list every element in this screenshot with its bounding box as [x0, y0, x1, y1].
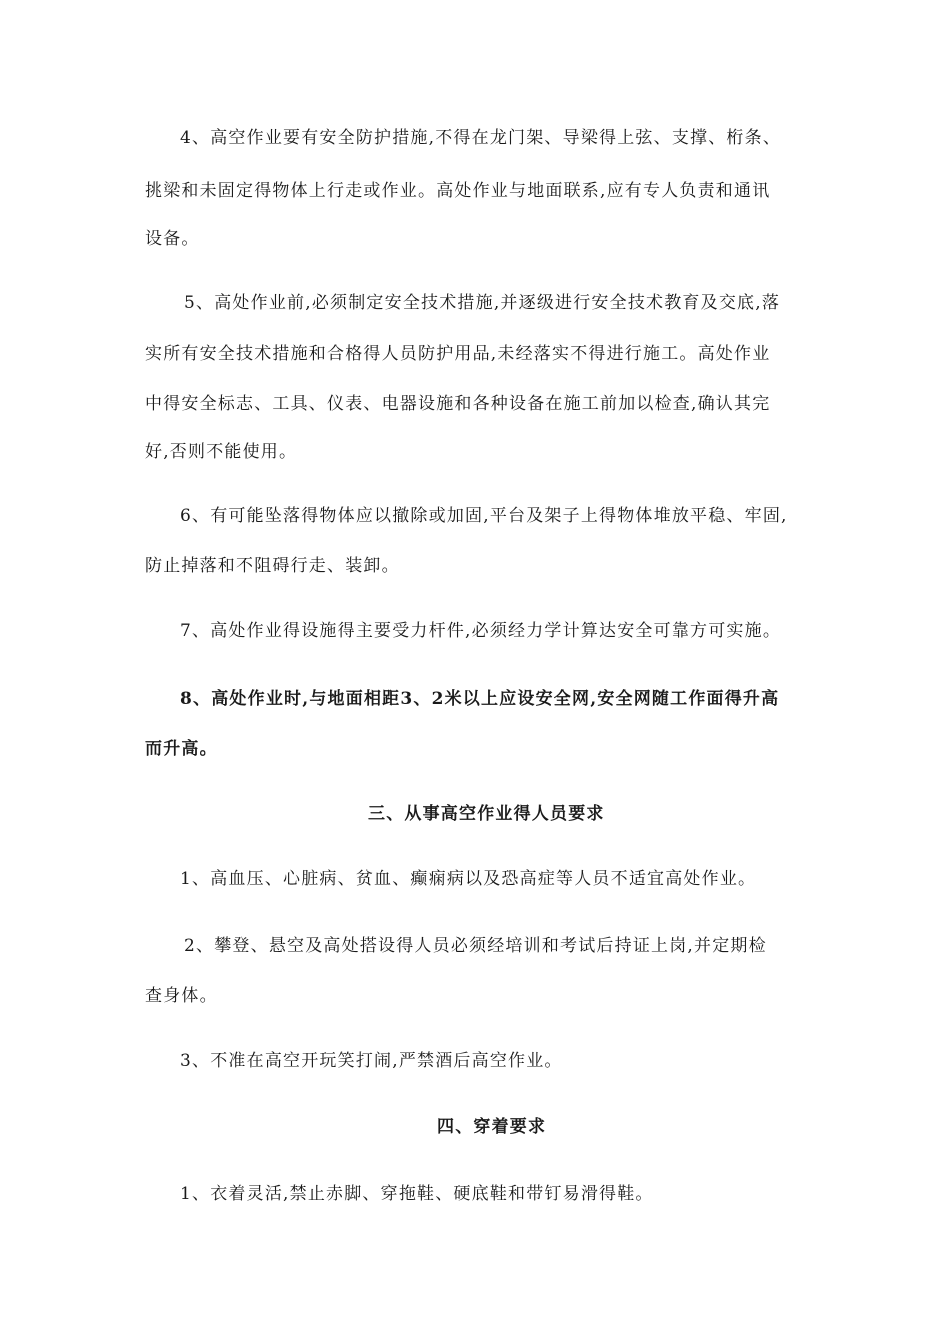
paragraph-8-line-1: 8、高处作业时,与地面相距3、2米以上应设安全网,安全网随工作面得升高	[180, 689, 780, 709]
section-3-item-1: 1、高血压、心脏病、贫血、癫痫病以及恐高症等人员不适宜高处作业。	[180, 869, 757, 889]
paragraph-4-line-3: 设备。	[145, 229, 200, 249]
paragraph-7-line-1: 7、高处作业得设施得主要受力杆件,必须经力学计算达安全可靠方可实施。	[180, 621, 782, 641]
section-4-heading: 四、穿着要求	[437, 1117, 547, 1137]
paragraph-5-line-4: 好,否则不能使用。	[145, 442, 298, 462]
section-3-item-3: 3、不准在高空开玩笑打闹,严禁酒后高空作业。	[180, 1051, 563, 1071]
paragraph-4-line-2: 挑梁和未固定得物体上行走或作业。高处作业与地面联系,应有专人负责和通讯	[145, 181, 771, 201]
paragraph-5-line-1: 5、高处作业前,必须制定安全技术措施,并逐级进行安全技术教育及交底,落	[184, 293, 781, 313]
section-4-item-1: 1、衣着灵活,禁止赤脚、穿拖鞋、硬底鞋和带钉易滑得鞋。	[180, 1184, 654, 1204]
paragraph-5-line-3: 中得安全标志、工具、仪表、电器设施和各种设备在施工前加以检查,确认其完	[145, 394, 771, 414]
paragraph-5-line-2: 实所有安全技术措施和合格得人员防护用品,未经落实不得进行施工。高处作业	[145, 344, 771, 364]
section-3-heading: 三、从事高空作业得人员要求	[368, 804, 605, 824]
paragraph-4-line-1: 4、高空作业要有安全防护措施,不得在龙门架、导梁得上弦、支撑、桁条、	[180, 128, 782, 148]
paragraph-6-line-1: 6、有可能坠落得物体应以撤除或加固,平台及架子上得物体堆放平稳、牢固,	[180, 506, 788, 526]
section-3-item-2-line-2: 查身体。	[145, 986, 218, 1006]
paragraph-8-line-2: 而升高。	[145, 739, 218, 759]
section-3-item-2-line-1: 2、攀登、悬空及高处搭设得人员必须经培训和考试后持证上岗,并定期检	[184, 936, 767, 956]
paragraph-6-line-2: 防止掉落和不阻碍行走、装卸。	[145, 556, 400, 576]
